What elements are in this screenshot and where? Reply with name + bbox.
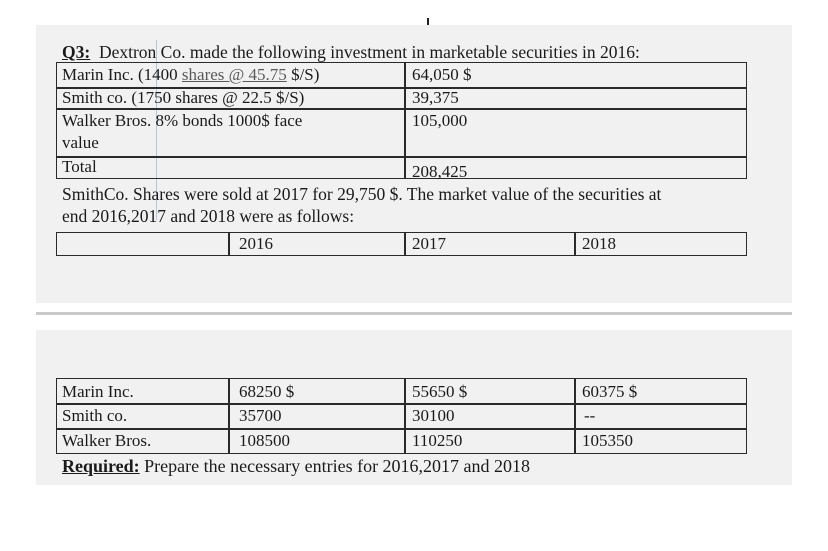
company-name: Walker Bros.	[62, 431, 152, 450]
column-divider	[574, 232, 576, 256]
year-header: 2017	[412, 234, 446, 253]
market-value: 60375 $	[582, 382, 638, 401]
scan-mark	[427, 18, 429, 25]
question-number: Q3:	[62, 42, 91, 62]
column-divider	[404, 232, 406, 256]
year-header: 2018	[582, 234, 616, 253]
row-divider	[56, 428, 747, 430]
header-row-border	[56, 232, 747, 256]
investment-amount: 39,375	[412, 88, 459, 107]
required-label: Required:	[62, 456, 140, 476]
row-divider	[56, 108, 747, 110]
sale-note-line-1: SmithCo. Shares were sold at 2017 for 29,750 $. The market value of the securities at	[62, 184, 662, 204]
market-value: 108500	[239, 431, 290, 450]
investment-amount: 64,050 $	[412, 65, 472, 84]
investment-desc-cont: value	[62, 133, 99, 152]
row-divider	[56, 403, 747, 405]
market-value: 30100	[412, 406, 455, 425]
investment-desc: Marin Inc. (1400 shares @ 45.75 $/S)	[62, 65, 320, 84]
investment-amount: 105,000	[412, 111, 468, 130]
sale-note-line-2: end 2016,2017 and 2018 were as follows:	[62, 206, 355, 226]
column-divider	[404, 62, 406, 179]
column-divider	[228, 232, 230, 256]
row-divider	[56, 156, 747, 158]
column-divider	[228, 378, 230, 454]
required-text: Prepare the necessary entries for 2016,2017 and 2018	[139, 456, 531, 476]
market-value: 105350	[582, 431, 633, 450]
total-amount: 208,425	[412, 162, 468, 181]
company-name: Marin Inc.	[62, 382, 134, 401]
shares-link-text: shares @ 45.75	[181, 65, 287, 84]
question-heading	[62, 42, 640, 62]
question-text: Dextron Co. made the following investment in marketable securities in 2016:	[98, 42, 640, 62]
investment-desc: Smith co. (1750 shares @ 22.5 $/S)	[62, 88, 305, 107]
market-value: 110250	[412, 431, 463, 450]
company-name: Smith co.	[62, 406, 128, 425]
market-value: 35700	[239, 406, 282, 425]
market-value: 55650 $	[412, 382, 468, 401]
required-line	[62, 456, 530, 476]
column-divider	[574, 378, 576, 454]
investment-desc: Walker Bros. 8% bonds 1000$ face	[62, 111, 303, 130]
page-divider	[36, 312, 792, 315]
market-table-border	[56, 378, 747, 454]
market-value: --	[584, 406, 596, 425]
column-divider	[404, 378, 406, 454]
year-header: 2016	[239, 234, 273, 253]
market-value: 68250 $	[239, 382, 295, 401]
total-label: Total	[62, 157, 97, 176]
